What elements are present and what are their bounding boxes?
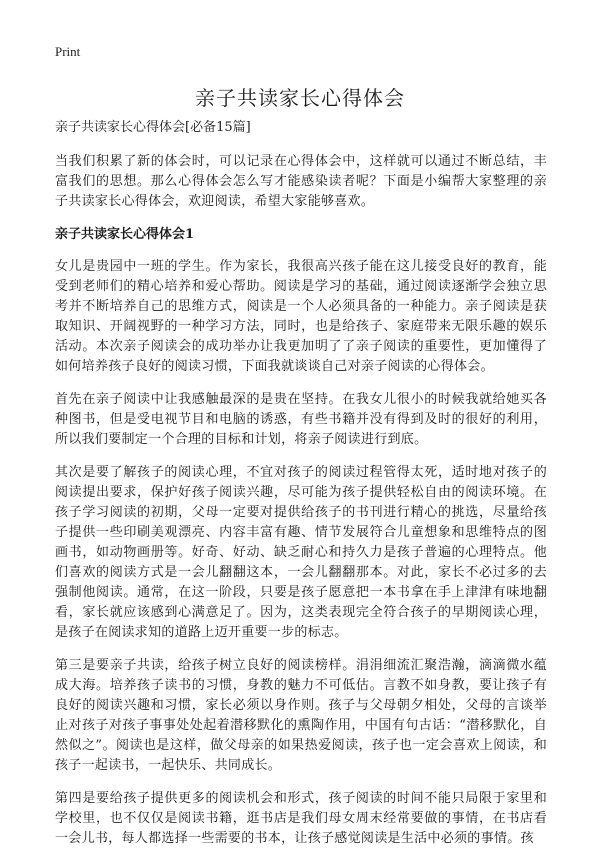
page-title: 亲子共读家长心得体会 [195, 86, 405, 110]
document-subtitle: 亲子共读家长心得体会[必备15篇] [55, 120, 251, 135]
intro-paragraph: 当我们积累了新的体会时，可以记录在心得体会中，这样就可以通过不断总结，丰富我们的思想。那么心得体会怎么写才能感染读者呢？下面是小编帮大家整理的亲子共读家长心得体会，欢迎阅读，希望大家能够喜欢。 [55, 154, 547, 209]
body-paragraph-4: 第三是要亲子共读，给孩子树立良好的阅读榜样。涓涓细流汇聚浩瀚，滴滴微水蕴成大海。培养孩子读书的习惯，身教的魅力不可低估。言教不如身教，要让孩子有良好的阅读兴趣和习惯，家长必须以身作则。孩子与父母朝夕相处，父母的言谈举止对孩子对孩子事事处处起着潜移默化的熏陶作用，中国有句古话：“潜移默化，自然似之”。阅读也是这样，做父母亲的如果热爱阅读，孩子也一定会喜欢上阅读，和孩子一起读书，一起快乐、共同成长。 [55, 658, 547, 773]
body-paragraph-3: 其次是要了解孩子的阅读心理，不宜对孩子的阅读过程管得太死，适时地对孩子的阅读提出要求，保护好孩子阅读兴趣，尽可能为孩子提供轻松自由的阅读环境。在孩子学习阅读的初期，父母一定要对提供给孩子的书刊进行精心的挑选，尽量给孩子提供一些印刷美观漂亮、内容丰富有趣、情节发展符合儿童想象和思维特点的图画书，如动物画册等。好奇、好动、缺乏耐心和持久力是孩子普遍的心理特点。他们喜欢的阅读方式是一会儿翻翻这本，一会儿翻翻那本。对此，家长不必过多的去强制他阅读。通常，在这一阶段，只要是孩子愿意把一本书拿在手上津津有味地翻看，家长就应该感到心满意足了。因为，这类表现完全符合孩子的早期阅读心理，是孩子在阅读求知的道路上迈开重要一步的标志。 [55, 465, 547, 640]
section-heading: 亲子共读家长心得体会1 [55, 227, 195, 242]
body-paragraph-2: 首先在亲子阅读中让我感触最深的是贵在坚持。在我女儿很小的时候我就给她买各种图书，但是受电视节目和电脑的诱惑，有些书籍并没有得到及时的很好的利用，所以我们要制定一个合理的目标和计划，将亲子阅读进行到底。 [55, 392, 547, 447]
document-body [55, 118, 547, 862]
body-paragraph-5: 第四是要给孩子提供更多的阅读机会和形式，孩子阅读的时间不能只局限于家里和学校里，也不仅仅是阅读书籍，逛书店是我们母女周末经常要做的事情，在书店看一会儿书，每人都选择一些需要的书本，让孩子感觉阅读是生活中必须的事情。孩 [55, 791, 547, 846]
print-label: Print [55, 44, 81, 59]
body-paragraph-1: 女儿是贵园中一班的学生。作为家长，我很高兴孩子能在这儿接受良好的教育，能受到老师们的精心培养和爱心帮助。阅读是学习的基础，通过阅读逐渐学会独立思考并不断培养自己的思维方式，阅读是一个人必须具备的一种能力。亲子阅读是获取知识、开阔视野的一种学习方法，同时，也是给孩子、家庭带来无限乐趣的娱乐活动。本次亲子阅读会的成功举办让我更加明了了亲子阅读的重要性，更加懂得了如何培养孩子良好的阅读习惯，下面我就谈谈自己对亲子阅读的心得体会。 [55, 259, 547, 374]
